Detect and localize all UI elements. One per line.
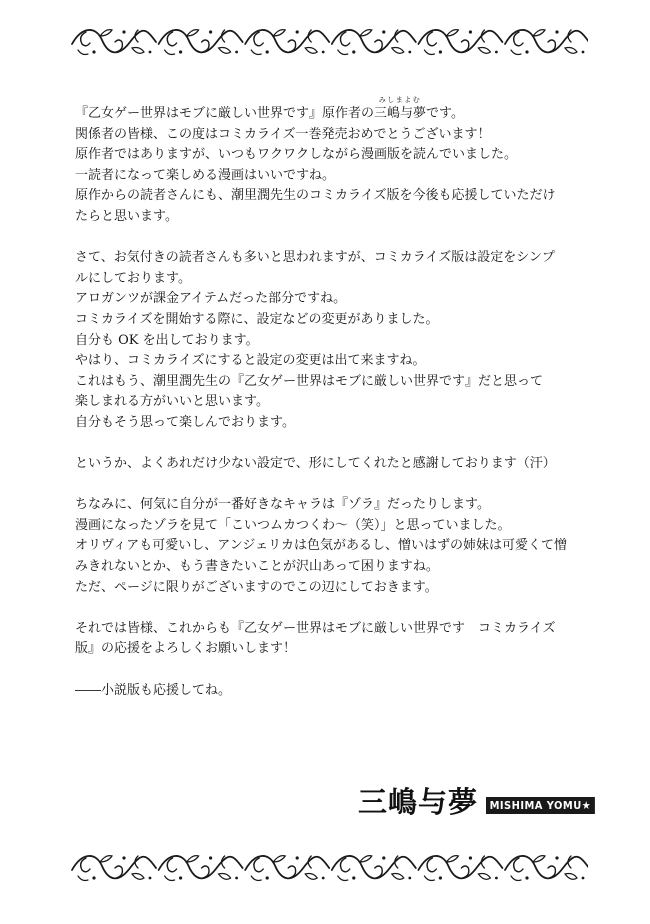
text-segment: ちなみに、何気に自分が一番好きなキャラは『ゾラ』だったりします。 — [75, 497, 490, 513]
text-line — [75, 495, 605, 516]
paragraph-gap — [75, 228, 605, 249]
text-segment: たらと思います。 — [75, 208, 178, 224]
paragraph — [75, 248, 605, 433]
text-segment: 一読者になって楽しめる漫画はいいですね。 — [75, 167, 336, 183]
afterword-text — [75, 96, 605, 701]
text-segment: 原作者ではありますが、いつもワクワクしながら漫画版を読んでいました。 — [75, 147, 518, 163]
text-line — [75, 186, 605, 207]
text-line — [75, 96, 605, 125]
text-line — [75, 454, 605, 475]
text-line — [75, 351, 605, 372]
paragraph — [75, 681, 605, 702]
text-segment: 原作からの読者さんにも、潮里潤先生のコミカライズ版を今後も応援していただけ — [75, 188, 556, 204]
paragraph-gap — [75, 598, 605, 619]
text-segment: 関係者の皆様、この度はコミカライズ一巻発売おめでとうございます！ — [75, 126, 491, 142]
text-line — [75, 557, 605, 578]
signature-name: 三嶋与夢 — [358, 784, 479, 819]
text-segment: というか、よくあれだけ少ない設定で、形にしてくれたと感謝しております（汗） — [75, 456, 556, 472]
text-line — [75, 125, 605, 146]
text-line — [75, 619, 605, 640]
author-signature — [358, 780, 607, 820]
text-line — [75, 372, 605, 393]
text-segment: 『乙女ゲー世界はモブに厳しい世界です』原作者の — [75, 106, 375, 121]
text-line — [75, 145, 605, 166]
text-segment: です。 — [426, 106, 464, 121]
bottom-ornament-icon — [68, 848, 588, 888]
top-ornament-icon — [68, 22, 588, 62]
text-segment: アロガンツが課金アイテムだった部分ですね。 — [75, 291, 347, 307]
text-line — [75, 578, 605, 599]
text-line — [75, 536, 605, 557]
author-name: 三嶋与夢 みしまよむ — [374, 96, 427, 121]
text-segment: これはもう、潮里潤先生の『乙女ゲー世界はモブに厳しい世界です』だと思って — [75, 373, 544, 389]
author-name-ruby: みしまよむ — [378, 96, 422, 104]
paragraph — [75, 454, 605, 475]
text-segment: 自分も OK を出しております。 — [75, 332, 259, 348]
text-segment: ルにしております。 — [75, 270, 191, 286]
text-line — [75, 248, 605, 269]
text-segment: やはり、コミカライズにすると設定の変更は出て来ますね。 — [75, 353, 426, 369]
text-segment: 漫画になったゾラを見て「こいつムカつくわ～（笑）」と思っていました。 — [75, 517, 511, 533]
text-segment: オリヴィアも可愛いし、アンジェリカは色気があるし、憎いはずの姉妹は可愛くて憎 — [75, 538, 567, 554]
paragraph-gap — [75, 475, 605, 496]
paragraph-gap — [75, 434, 605, 455]
text-line — [75, 516, 605, 537]
paragraph — [75, 495, 605, 598]
text-segment: 楽しまれる方がいいと思います。 — [75, 394, 269, 410]
text-segment: 版』の応援をよろしくお願いします！ — [75, 641, 297, 657]
text-line — [75, 639, 605, 660]
text-line — [75, 681, 605, 702]
text-line — [75, 310, 605, 331]
text-line — [75, 392, 605, 413]
text-line — [75, 413, 605, 434]
text-line — [75, 166, 605, 187]
text-line — [75, 289, 605, 310]
text-line — [75, 269, 605, 290]
text-segment: さて、お気付きの読者さんも多いと思われますが、コミカライズ版は設定をシンプ — [75, 250, 555, 266]
paragraph — [75, 619, 605, 660]
text-segment: みきれないとか、もう書きたいことが沢山あって困りますね。 — [75, 559, 439, 575]
text-segment: ただ、ページに限りがございますのでこの辺にしておきます。 — [75, 579, 438, 595]
text-line — [75, 331, 605, 352]
signature-romanized: MISHIMA YOMU★ — [486, 797, 595, 814]
text-line — [75, 207, 605, 228]
paragraph — [75, 96, 605, 228]
text-segment: コミカライズを開始する際に、設定などの変更がありました。 — [75, 311, 439, 327]
text-segment: 自分もそう思って楽しんでおります。 — [75, 414, 295, 430]
text-segment: それでは皆様、これからも『乙女ゲー世界はモブに厳しい世界です コミカライズ — [75, 620, 556, 636]
text-segment: ――小説版も応援してね。 — [75, 682, 232, 698]
paragraph-gap — [75, 660, 605, 681]
